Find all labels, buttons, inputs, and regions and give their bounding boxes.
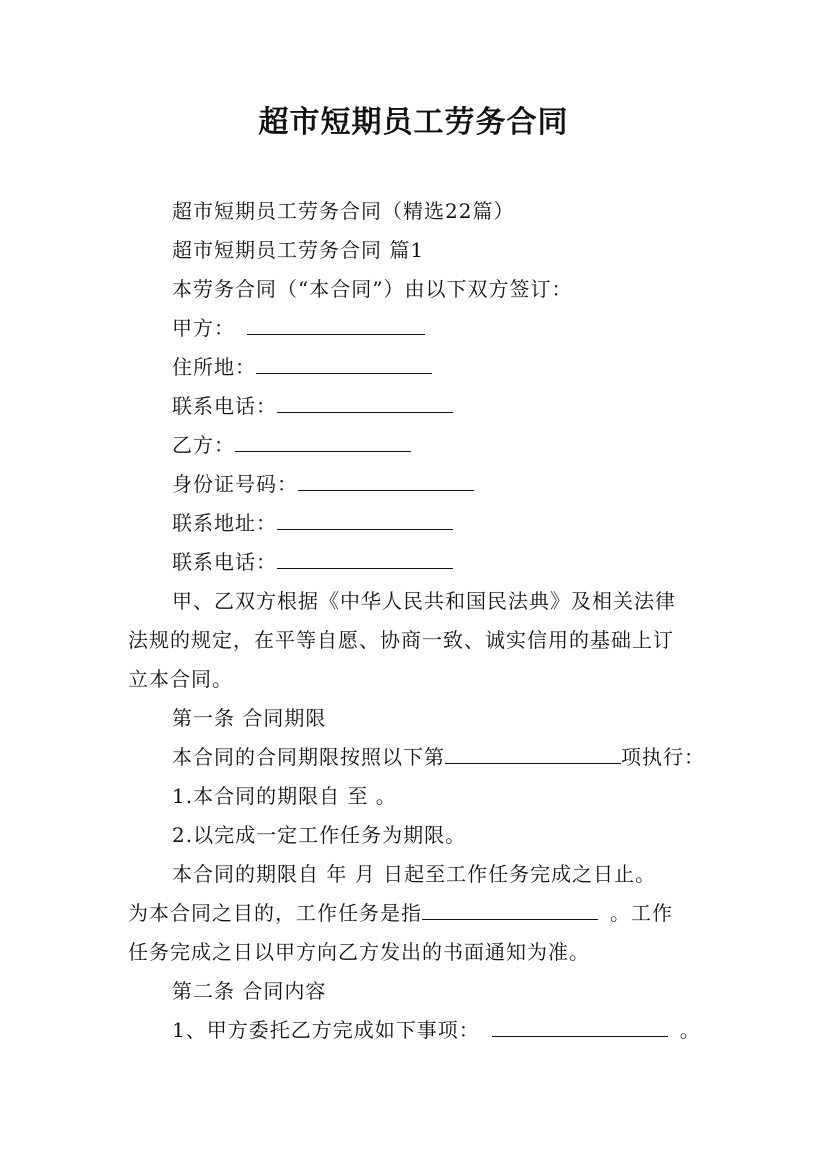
para1-line3: 立本合同。 <box>128 667 233 691</box>
article-1-item-2: 2.以完成一定工作任务为期限。 <box>172 823 467 847</box>
para1-line1: 甲、乙双方根据《中华人民共和国民法典》及相关法律 <box>172 589 676 613</box>
article-2-item-1-after: 。 <box>679 1018 701 1042</box>
article-2-item-1 <box>172 1017 701 1043</box>
party-a-row <box>172 315 425 341</box>
contact-address-row <box>172 510 453 536</box>
task-blank <box>422 901 598 920</box>
phone-label-1: 联系电话： <box>172 394 277 418</box>
party-a-label: 甲方： <box>172 316 235 340</box>
article-1-para-line2-before: 为本合同之目的，工作任务是指 <box>128 901 422 925</box>
page-title: 超市短期员工劳务合同 <box>258 105 569 140</box>
phone-row-2 <box>172 549 453 575</box>
article-2-item-1-before: 1、甲方委托乙方完成如下事项： <box>172 1018 480 1042</box>
address-row <box>172 354 432 380</box>
article-1-item-1: 1.本合同的期限自 至 。 <box>172 784 397 808</box>
phone-row-1 <box>172 393 453 419</box>
phone-blank-2 <box>277 550 453 569</box>
article-1-para-line3: 任务完成之日以甲方向乙方发出的书面通知为准。 <box>128 940 590 964</box>
address-label: 住所地： <box>172 355 256 379</box>
id-row <box>172 471 474 497</box>
article-1-text-after: 项执行： <box>621 745 705 769</box>
article-1-text <box>172 744 705 770</box>
article-1-para-line2 <box>128 900 673 926</box>
para1-line2: 法规的规定，在平等自愿、协商一致、诚实信用的基础上订 <box>128 628 674 652</box>
id-label: 身份证号码： <box>172 472 298 496</box>
phone-blank-1 <box>277 394 453 413</box>
article-1-blank <box>445 745 621 764</box>
party-b-label: 乙方： <box>172 433 235 457</box>
phone-label-2: 联系电话： <box>172 550 277 574</box>
subtitle: 超市短期员工劳务合同（精选22篇） <box>172 199 515 223</box>
article-1-para-line2-after: 。工作 <box>610 901 673 925</box>
contact-address-blank <box>277 511 453 530</box>
party-b-blank <box>235 433 411 452</box>
article-1-text-before: 本合同的合同期限按照以下第 <box>172 745 445 769</box>
intro-text: 本劳务合同（“本合同”）由以下双方签订： <box>172 277 573 301</box>
article-1-title: 第一条 合同期限 <box>172 706 327 730</box>
article-1-para-line1: 本合同的期限自 年 月 日起至工作任务完成之日止。 <box>172 862 657 886</box>
party-a-blank <box>247 316 425 335</box>
id-blank <box>298 472 474 491</box>
article-2-blank <box>492 1018 668 1037</box>
address-blank <box>256 355 432 374</box>
section-label: 超市短期员工劳务合同 篇1 <box>172 238 425 262</box>
party-b-row <box>172 432 411 458</box>
contact-address-label: 联系地址： <box>172 511 277 535</box>
article-2-title: 第二条 合同内容 <box>172 979 327 1003</box>
